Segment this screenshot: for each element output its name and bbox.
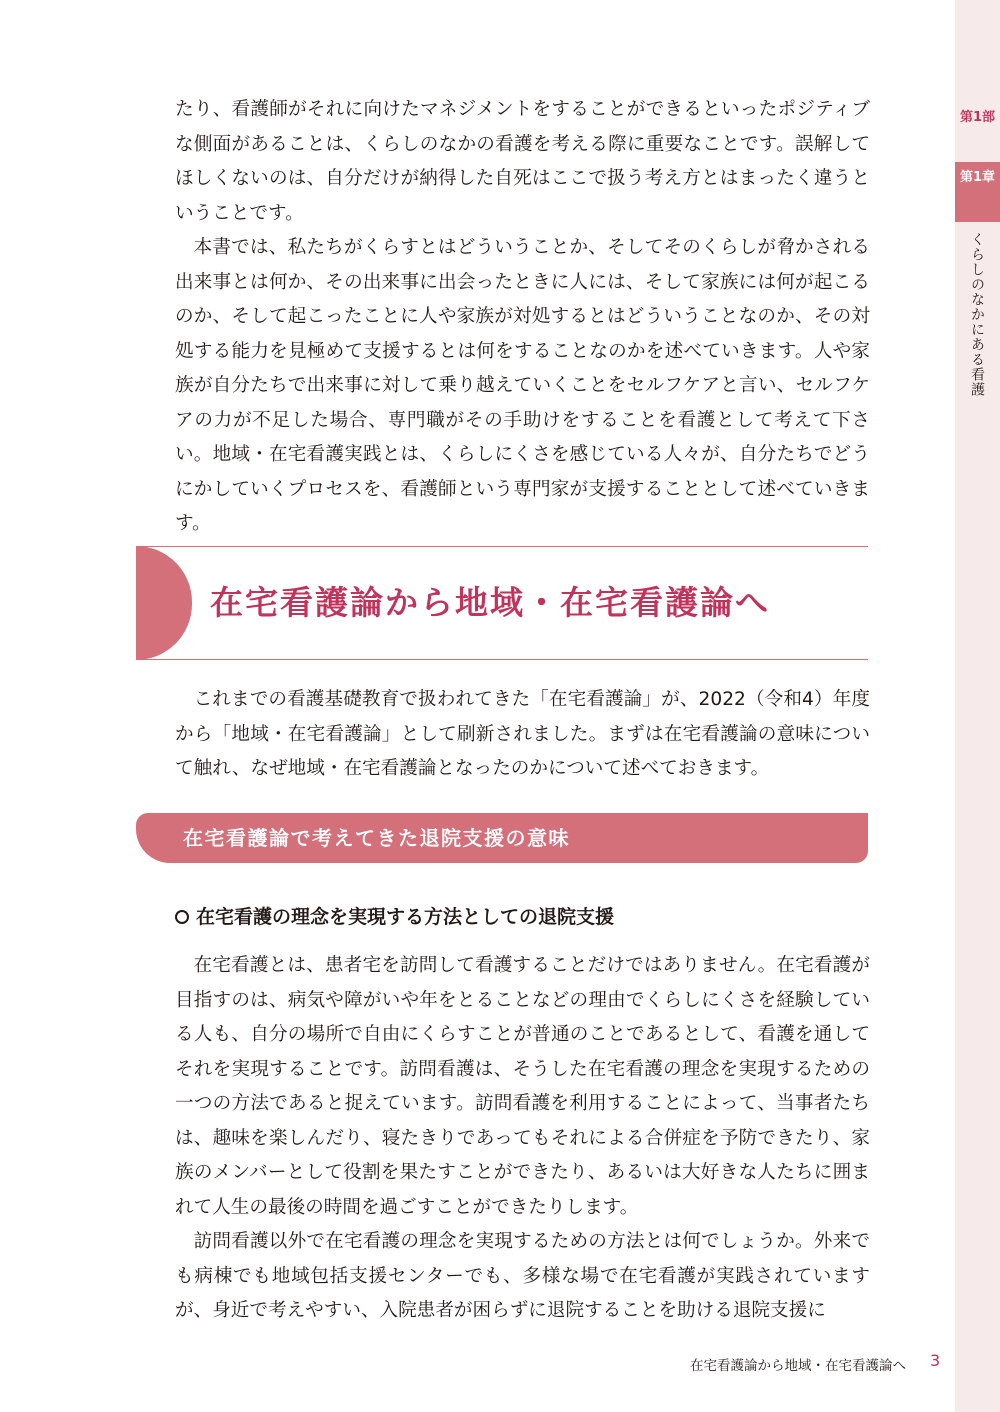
section-paragraph: これまでの看護基礎教育で扱われてきた「在宅看護論」が、2022（令和4）年度から「地域・在宅看護論」として刷新されました。まずは在宅看護論の意味について触れ、なぜ地域・在宅看護論となったのかについて述べておきます。 bbox=[175, 689, 870, 779]
intro-paragraph: 本書では、私たちがくらすとはどういうことか、そしてそのくらしが脅かされる出来事とは何か、その出来事に出会ったときに人には、そして家族には何が起こるのか、そして起こったことに人や家族が対処するとはどういうことなのか、その対処する能力を見極めて支援するとは何をすることなのかを述べていきます。人や家族が自分たちで出来事に対して乗り越えていくことをセルフケアと言い、セルフケアの力が不足した場合、専門職がその手助けをすることを看護として考えて下さい。地域・在宅看護実践とは、くらしにくさを感じている人々が、自分たちでどうにかしていくプロセスを、看護師という専門家が支援することとして述べていきます。 bbox=[175, 237, 870, 534]
running-title: 在宅看護論から地域・在宅看護論へ bbox=[690, 1358, 906, 1374]
topic-paragraph: 在宅看護とは、患者宅を訪問して看護することだけではありません。在宅看護が目指すのは、病気や障がいや年をとることなどの理由でくらしにくさを経験している人も、自分の場所で自由にくらすことが普通のことであるとして、看護を通してそれを実現することです。訪問看護は、そうした在宅看護の理念を実現するための一つの方法であると捉えています。訪問看護を利用することによって、当事者たちは、趣味を楽しんだり、寝たきりであってもそれによる合併症を予防できたり、家族のメンバーとして役割を果たすことができたり、あるいは大好きな人たちに囲まれて人生の最後の時間を過ごすことができたりします。 bbox=[175, 955, 870, 1218]
chapter-label: 第1章 bbox=[955, 162, 1000, 222]
intro-paragraph: たり、看護師がそれに向けたマネジメントをすることができるといったポジティブな側面があることは、くらしのなかの看護を考える際に重要なことです。誤解してほしくないのは、自分だけが納得した自死はここで扱う考え方とはまったく違うということです。 bbox=[175, 99, 870, 224]
section-heading: 在宅看護論から地域・在宅看護論へ bbox=[210, 583, 770, 622]
section-text bbox=[175, 683, 870, 787]
part-label: 第1部 bbox=[959, 110, 996, 125]
subsection-heading: 在宅看護論で考えてきた退院支援の意味 bbox=[183, 826, 570, 850]
topic-heading-text: 在宅看護の理念を実現する方法としての退院支援 bbox=[196, 906, 615, 928]
page-number: 3 bbox=[930, 1351, 941, 1370]
circle-icon bbox=[175, 910, 189, 924]
topic-paragraph: 訪問看護以外で在宅看護の理念を実現するための方法とは何でしょうか。外来でも病棟でも地域包括支援センターでも、多様な場で在宅看護が実践されていますが、身近で考えやすい、入院患者が困らずに退院することを助ける退院支援に bbox=[175, 1231, 870, 1321]
topic-text bbox=[175, 949, 870, 1329]
chapter-title: くらしのなかにある看護 bbox=[969, 232, 985, 397]
topic-heading bbox=[175, 902, 614, 932]
intro-text bbox=[175, 93, 870, 542]
